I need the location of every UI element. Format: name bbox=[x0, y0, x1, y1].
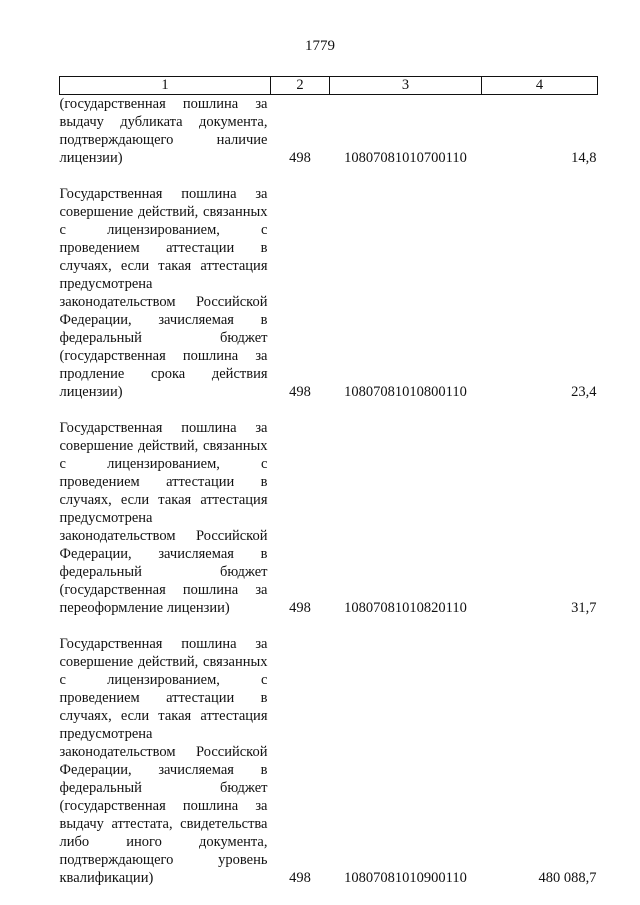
revenue-amount: 23,4 bbox=[571, 384, 597, 400]
column-header-3: 3 bbox=[330, 77, 482, 95]
revenue-description: Государственная пошлина за совершение действий, связанных с лицензированием, с проведением аттестации в случаях, если такая аттестация предусмотрена законодательством Российской Федерации, зачисляемая в федеральный бюджет (государственная пошлина за продление срока действия лицензии) bbox=[59, 186, 268, 400]
table-row bbox=[60, 617, 598, 887]
administrator-code: 498 bbox=[289, 384, 311, 400]
revenue-description: (государственная пошлина за выдачу дубликата документа, подтверждающего наличие лицензии) bbox=[59, 96, 268, 166]
budget-classification-code: 10807081010900110 bbox=[344, 870, 467, 886]
column-header-2: 2 bbox=[271, 77, 330, 95]
revenue-amount: 31,7 bbox=[571, 600, 597, 616]
column-header-1: 1 bbox=[60, 77, 271, 95]
budget-classification-code: 10807081010800110 bbox=[344, 384, 467, 400]
table-row bbox=[60, 401, 598, 617]
revenue-amount: 480 088,7 bbox=[538, 870, 597, 886]
column-header-4: 4 bbox=[482, 77, 598, 95]
page-number: 1779 bbox=[305, 38, 335, 54]
administrator-code: 498 bbox=[289, 870, 311, 886]
revenue-description: Государственная пошлина за совершение действий, связанных с лицензированием, с проведением аттестации в случаях, если такая аттестация предусмотрена законодательством Российской Федерации, зачисляемая в федеральный бюджет (государственная пошлина за переоформление лицензии) bbox=[59, 420, 268, 616]
administrator-code: 498 bbox=[289, 600, 311, 616]
revenue-description: Государственная пошлина за совершение действий, связанных с лицензированием, с проведением аттестации в случаях, если такая аттестация предусмотрена законодательством Российской Федерации, зачисляемая в федеральный бюджет (государственная пошлина за выдачу аттестата, свидетельства либо иного документа, подтверждающего уровень квалификации) bbox=[59, 636, 268, 886]
table-row bbox=[60, 167, 598, 401]
revenue-amount: 14,8 bbox=[571, 150, 597, 166]
table-row bbox=[60, 95, 598, 168]
budget-classification-code: 10807081010700110 bbox=[344, 150, 467, 166]
administrator-code: 498 bbox=[289, 150, 311, 166]
budget-classification-code: 10807081010820110 bbox=[344, 600, 467, 616]
budget-revenue-table bbox=[59, 76, 598, 887]
table-header-row bbox=[60, 77, 598, 95]
